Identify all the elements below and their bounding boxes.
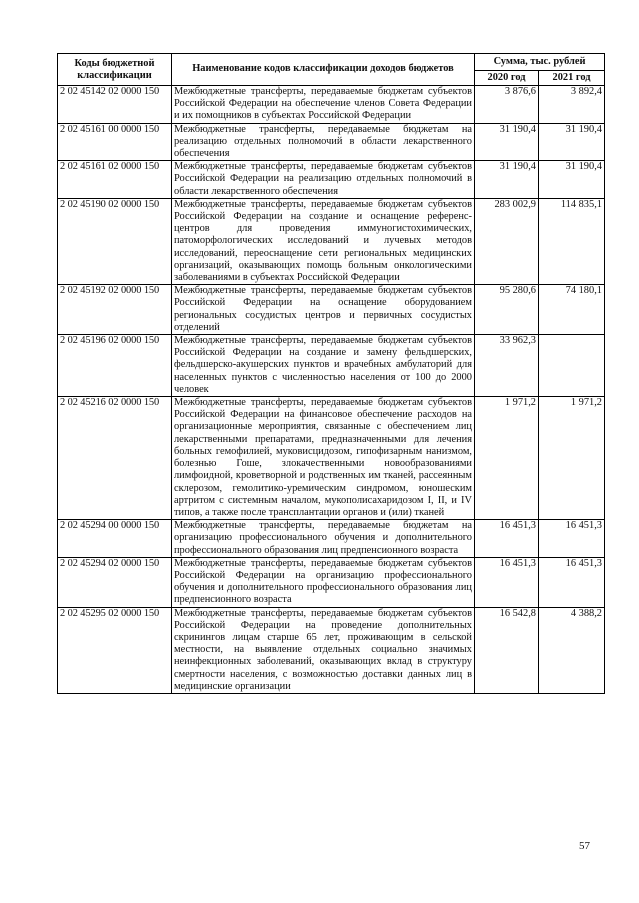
name-cell: Межбюджетные трансферты, передаваемые бюджетам субъектов Российской Федерации на организацию профессионального обучения и дополнительного профессионального образования лиц предпенсионного возраста	[172, 557, 475, 607]
table-row	[58, 285, 605, 335]
amount-2021-cell: 16 451,3	[539, 520, 605, 558]
name-cell: Межбюджетные трансферты, передаваемые бюджетам субъектов Российской Федерации на обеспечение членов Совета Федерации и их помощников в субъектах Российской Федерации	[172, 86, 475, 124]
amount-2021-cell: 3 892,4	[539, 86, 605, 124]
table-row	[58, 86, 605, 124]
header-name: Наименование кодов классификации доходов бюджетов	[172, 54, 475, 86]
code-cell: 2 02 45295 02 0000 150	[58, 607, 172, 693]
table-row	[58, 161, 605, 199]
name-cell: Межбюджетные трансферты, передаваемые бюджетам на организацию профессионального обучения и дополнительного профессионального образования лиц предпенсионного возраста	[172, 520, 475, 558]
name-cell: Межбюджетные трансферты, передаваемые бюджетам субъектов Российской Федерации на проведение дополнительных скринингов лицам старше 65 лет, проживающим в сельской местности, на выявление отдельных социально значимых неинфекционных заболеваний, оказывающих вклад в структуру смертности населения, с возможностью доставки данных лиц в медицинские организации	[172, 607, 475, 693]
table-row	[58, 557, 605, 607]
budget-revenue-table	[57, 53, 605, 694]
amount-2020-cell: 16 451,3	[475, 520, 539, 558]
amount-2020-cell: 283 002,9	[475, 198, 539, 284]
name-cell: Межбюджетные трансферты, передаваемые бюджетам на реализацию отдельных полномочий в области лекарственного обеспечения	[172, 123, 475, 161]
code-cell: 2 02 45161 00 0000 150	[58, 123, 172, 161]
code-cell: 2 02 45142 02 0000 150	[58, 86, 172, 124]
amount-2021-cell: 114 835,1	[539, 198, 605, 284]
amount-2021-cell: 1 971,2	[539, 397, 605, 520]
amount-2020-cell: 16 542,8	[475, 607, 539, 693]
amount-2021-cell: 31 190,4	[539, 123, 605, 161]
header-code: Коды бюджетной классификации	[58, 54, 172, 86]
amount-2021-cell: 31 190,4	[539, 161, 605, 199]
header-year-2021: 2021 год	[539, 71, 605, 86]
amount-2020-cell: 31 190,4	[475, 161, 539, 199]
amount-2020-cell: 16 451,3	[475, 557, 539, 607]
table-row	[58, 397, 605, 520]
table-row	[58, 607, 605, 693]
amount-2020-cell: 33 962,3	[475, 335, 539, 397]
amount-2020-cell: 3 876,6	[475, 86, 539, 124]
name-cell: Межбюджетные трансферты, передаваемые бюджетам субъектов Российской Федерации на оснащение оборудованием региональных сосудистых центров и первичных сосудистых отделений	[172, 285, 475, 335]
header-sum: Сумма, тыс. рублей	[475, 54, 605, 71]
code-cell: 2 02 45161 02 0000 150	[58, 161, 172, 199]
code-cell: 2 02 45294 02 0000 150	[58, 557, 172, 607]
code-cell: 2 02 45216 02 0000 150	[58, 397, 172, 520]
table-row	[58, 198, 605, 284]
amount-2021-cell: 74 180,1	[539, 285, 605, 335]
name-cell: Межбюджетные трансферты, передаваемые бюджетам субъектов Российской Федерации на создание и замену фельдшерских, фельдшерско-акушерских пунктов и врачебных амбулаторий для населенных пунктов с численностью населения от 100 до 2000 человек	[172, 335, 475, 397]
code-cell: 2 02 45294 00 0000 150	[58, 520, 172, 558]
name-cell: Межбюджетные трансферты, передаваемые бюджетам субъектов Российской Федерации на реализацию отдельных полномочий в области лекарственного обеспечения	[172, 161, 475, 199]
name-cell: Межбюджетные трансферты, передаваемые бюджетам субъектов Российской Федерации на финансовое обеспечение расходов на организационные мероприятия, связанные с обеспечением лиц лекарственными препаратами, предназначенными для лечения больных гемофилией, муковисцидозом, гипофизарным нанизмом, болезнью Гоше, злокачественными новообразованиями лимфоидной, кроветворной и родственных им тканей, рассеянным склерозом, гемолитико-уремическим синдромом, юношеским артритом с системным началом, мукополисахаридозом I, II, и IV типов, а также после трансплантации органов и (или) тканей	[172, 397, 475, 520]
amount-2021-cell: 16 451,3	[539, 557, 605, 607]
code-cell: 2 02 45190 02 0000 150	[58, 198, 172, 284]
header-year-2020: 2020 год	[475, 71, 539, 86]
table-row	[58, 123, 605, 161]
amount-2021-cell	[539, 335, 605, 397]
amount-2020-cell: 95 280,6	[475, 285, 539, 335]
page-number: 57	[579, 840, 590, 852]
amount-2020-cell: 1 971,2	[475, 397, 539, 520]
table-row	[58, 335, 605, 397]
amount-2020-cell: 31 190,4	[475, 123, 539, 161]
code-cell: 2 02 45196 02 0000 150	[58, 335, 172, 397]
amount-2021-cell: 4 388,2	[539, 607, 605, 693]
code-cell: 2 02 45192 02 0000 150	[58, 285, 172, 335]
table-row	[58, 520, 605, 558]
name-cell: Межбюджетные трансферты, передаваемые бюджетам субъектов Российской Федерации на создание и оснащение референс-центров для проведения иммуногистохимических, патоморфологических исследований и лучевых методов исследований, переоснащение сети региональных медицинских организаций, оказывающих помощь больным онкологическими заболеваниями в субъектах Российской Федерации	[172, 198, 475, 284]
